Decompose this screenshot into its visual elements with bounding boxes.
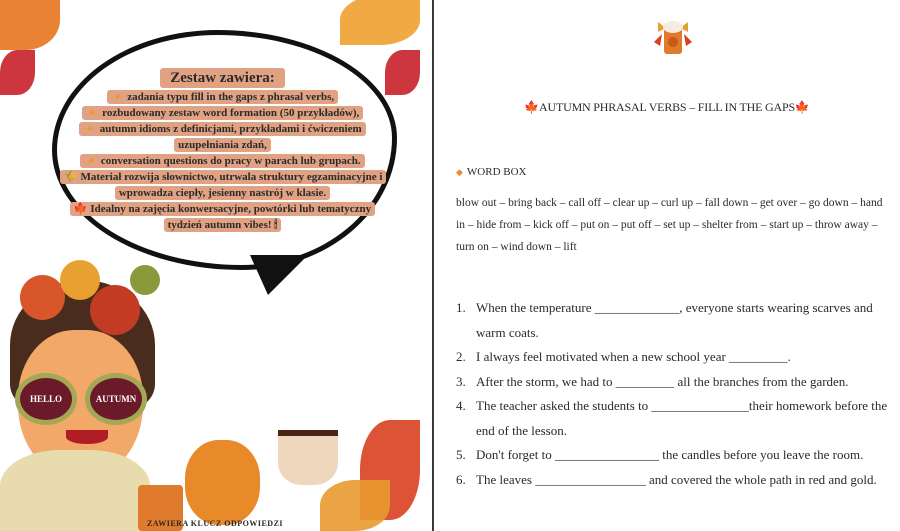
bubble-line: 🔸 conversation questions do pracy w parach lub grupach. — [60, 153, 385, 169]
speech-bubble-tail — [250, 255, 308, 295]
bubble-line: 🌾 Materiał rozwija słownictwo, utrwala struktury egzaminacyjne i wprowadza ciepły, jesienny nastrój w klasie. — [60, 169, 385, 201]
word-box-list: blow out – bring back – call off – clear up – curl up – fall down – get over – go down – hand in – hide from – kick off – put on – put off – set up – shelter from – start up – throw away – turn on – wind down – lift — [456, 197, 883, 253]
word-box-label: ◆ WORD BOX — [456, 166, 527, 178]
pumpkin-latte-icon — [650, 12, 696, 58]
bubble-line: 🔸 rozbudowany zestaw word formation (50 przykładów), — [60, 105, 385, 121]
left-page — [0, 0, 430, 531]
leaf-decoration — [0, 50, 35, 95]
answer-key-note: ZAWIERA KLUCZ ODPOWIEDZI — [147, 519, 284, 528]
bubble-line: 🍁 Idealny na zajęcia konwersacyjne, powtórki lub tematyczny tydzień autumn vibes! 🕯 — [60, 201, 385, 233]
bubble-text — [60, 70, 385, 233]
bubble-title: Zestaw zawiera: — [60, 70, 385, 86]
exercise-item: 6. The leaves _________________ and covered the whole path in red and gold. — [456, 471, 877, 487]
exercise-item: 4. The teacher asked the students to _______________their homework before the end of the lesson. — [456, 398, 888, 438]
exercise-item: 3. After the storm, we had to _________ all the branches from the garden. — [456, 373, 849, 389]
exercise-item: 2. I always feel motivated when a new school year _________. — [456, 349, 791, 364]
worksheet-title: 🍁AUTUMN PHRASAL VERBS – FILL IN THE GAPS🍁 — [524, 100, 810, 114]
glasses-lens-right: AUTUMN — [85, 373, 147, 425]
right-page — [434, 0, 900, 531]
woman-lips — [66, 430, 108, 444]
bubble-line: 🔸 zadania typu fill in the gaps z phrasal verbs, — [60, 89, 385, 105]
exercise-list — [456, 296, 896, 492]
leaf-decoration — [320, 480, 390, 531]
tea-cup-illustration — [278, 430, 338, 485]
exercise-item: 1. When the temperature _____________, everyone starts wearing scarves and warm coats. — [456, 300, 873, 340]
leaf-decoration — [340, 0, 420, 45]
woman-sweater — [0, 450, 150, 531]
flower-crown — [10, 255, 160, 330]
pumpkin-illustration — [185, 440, 260, 525]
exercise-item: 5. Don't forget to ________________ the candles before you leave the room. — [456, 447, 864, 462]
diamond-icon: ◆ — [456, 167, 463, 177]
leaf-decoration — [0, 0, 60, 50]
bubble-line: 🔸 autumn idioms z definicjami, przykładami i ćwiczeniem uzupełniania zdań, — [60, 121, 385, 153]
glasses-lens-left: HELLO — [15, 373, 77, 425]
leaf-decoration — [385, 50, 420, 95]
